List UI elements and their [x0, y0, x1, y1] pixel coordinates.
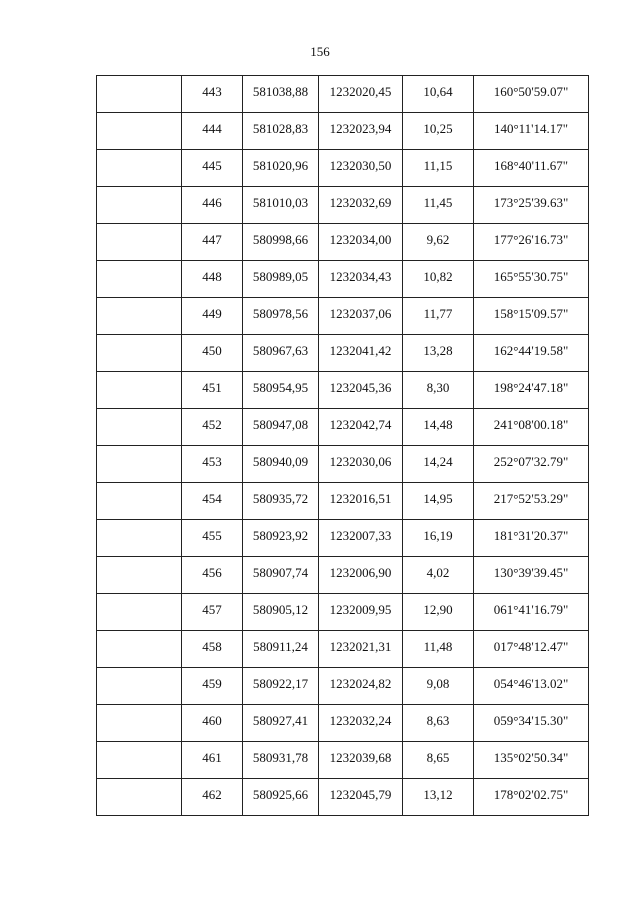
y-coordinate-cell	[319, 298, 403, 335]
x-coordinate-value: 580905,12	[252, 602, 309, 617]
y-coordinate-value: 1232030,06	[329, 454, 392, 469]
segment-length-cell	[403, 779, 474, 816]
y-coordinate-value: 1232009,95	[329, 602, 392, 617]
x-coordinate-cell	[243, 113, 319, 150]
point-number-value: 461	[202, 750, 222, 765]
table-row	[97, 742, 589, 779]
coordinates-table-body	[97, 76, 589, 816]
y-coordinate-cell	[319, 520, 403, 557]
point-number-cell	[182, 76, 243, 113]
point-number-value: 454	[202, 491, 222, 506]
blank-cell	[97, 298, 182, 335]
y-coordinate-cell	[319, 224, 403, 261]
direction-angle-cell	[474, 76, 589, 113]
point-number-cell	[182, 594, 243, 631]
x-coordinate-cell	[243, 335, 319, 372]
segment-length-value: 11,77	[423, 306, 453, 321]
y-coordinate-cell	[319, 742, 403, 779]
y-coordinate-cell	[319, 76, 403, 113]
y-coordinate-cell	[319, 187, 403, 224]
blank-cell	[97, 520, 182, 557]
table-row	[97, 76, 589, 113]
y-coordinate-value: 1232024,82	[329, 676, 392, 691]
y-coordinate-value: 1232045,36	[329, 380, 392, 395]
blank-cell	[97, 557, 182, 594]
segment-length-cell	[403, 409, 474, 446]
blank-cell	[97, 187, 182, 224]
point-number-cell	[182, 483, 243, 520]
x-coordinate-value: 580989,05	[252, 269, 309, 284]
segment-length-cell	[403, 446, 474, 483]
segment-length-cell	[403, 187, 474, 224]
x-coordinate-value: 581038,88	[252, 84, 309, 99]
x-coordinate-cell	[243, 261, 319, 298]
point-number-cell	[182, 631, 243, 668]
x-coordinate-value: 580907,74	[252, 565, 309, 580]
x-coordinate-cell	[243, 298, 319, 335]
x-coordinate-cell	[243, 372, 319, 409]
table-row	[97, 446, 589, 483]
y-coordinate-value: 1232041,42	[329, 343, 392, 358]
blank-cell	[97, 483, 182, 520]
table-row	[97, 557, 589, 594]
direction-angle-value: 059°34'15.30"	[493, 713, 569, 728]
x-coordinate-cell	[243, 446, 319, 483]
segment-length-cell	[403, 335, 474, 372]
x-coordinate-value: 580935,72	[252, 491, 309, 506]
x-coordinate-value: 580954,95	[252, 380, 309, 395]
table-row	[97, 298, 589, 335]
x-coordinate-value: 580998,66	[252, 232, 309, 247]
table-row	[97, 594, 589, 631]
blank-cell	[97, 409, 182, 446]
segment-length-value: 14,95	[423, 491, 453, 506]
table-row	[97, 631, 589, 668]
segment-length-cell	[403, 372, 474, 409]
point-number-value: 459	[202, 676, 222, 691]
y-coordinate-value: 1232030,50	[329, 158, 392, 173]
segment-length-value: 4,02	[426, 565, 450, 580]
point-number-value: 462	[202, 787, 222, 802]
blank-cell	[97, 335, 182, 372]
direction-angle-cell	[474, 150, 589, 187]
table-row	[97, 113, 589, 150]
y-coordinate-cell	[319, 113, 403, 150]
blank-cell	[97, 705, 182, 742]
segment-length-cell	[403, 150, 474, 187]
segment-length-value: 10,82	[423, 269, 453, 284]
x-coordinate-cell	[243, 631, 319, 668]
segment-length-cell	[403, 224, 474, 261]
y-coordinate-value: 1232034,43	[329, 269, 392, 284]
segment-length-value: 12,90	[423, 602, 453, 617]
point-number-value: 451	[202, 380, 222, 395]
x-coordinate-cell	[243, 76, 319, 113]
blank-cell	[97, 261, 182, 298]
blank-cell	[97, 76, 182, 113]
segment-length-value: 10,64	[423, 84, 453, 99]
segment-length-value: 8,30	[426, 380, 450, 395]
x-coordinate-cell	[243, 742, 319, 779]
x-coordinate-value: 580925,66	[252, 787, 309, 802]
table-row	[97, 520, 589, 557]
point-number-cell	[182, 335, 243, 372]
y-coordinate-cell	[319, 705, 403, 742]
x-coordinate-value: 581020,96	[252, 158, 309, 173]
direction-angle-cell	[474, 261, 589, 298]
x-coordinate-cell	[243, 520, 319, 557]
segment-length-cell	[403, 113, 474, 150]
direction-angle-cell	[474, 483, 589, 520]
segment-length-value: 13,12	[423, 787, 453, 802]
x-coordinate-cell	[243, 224, 319, 261]
direction-angle-cell	[474, 187, 589, 224]
segment-length-value: 16,19	[423, 528, 453, 543]
x-coordinate-value: 581010,03	[252, 195, 309, 210]
point-number-value: 452	[202, 417, 222, 432]
x-coordinate-value: 580931,78	[252, 750, 309, 765]
point-number-cell	[182, 150, 243, 187]
point-number-value: 444	[202, 121, 222, 136]
x-coordinate-value: 580922,17	[252, 676, 309, 691]
table-row	[97, 409, 589, 446]
x-coordinate-cell	[243, 483, 319, 520]
table-row	[97, 668, 589, 705]
blank-cell	[97, 742, 182, 779]
y-coordinate-cell	[319, 631, 403, 668]
y-coordinate-value: 1232034,00	[329, 232, 392, 247]
direction-angle-value: 217°52'53.29"	[493, 491, 569, 506]
point-number-cell	[182, 779, 243, 816]
x-coordinate-value: 580967,63	[252, 343, 309, 358]
point-number-cell	[182, 742, 243, 779]
y-coordinate-cell	[319, 483, 403, 520]
direction-angle-cell	[474, 631, 589, 668]
point-number-value: 460	[202, 713, 222, 728]
point-number-cell	[182, 520, 243, 557]
point-number-value: 445	[202, 158, 222, 173]
point-number-cell	[182, 298, 243, 335]
segment-length-value: 9,62	[426, 232, 450, 247]
y-coordinate-cell	[319, 409, 403, 446]
y-coordinate-cell	[319, 372, 403, 409]
y-coordinate-value: 1232042,74	[329, 417, 392, 432]
y-coordinate-cell	[319, 150, 403, 187]
segment-length-cell	[403, 668, 474, 705]
point-number-value: 457	[202, 602, 222, 617]
segment-length-value: 10,25	[423, 121, 453, 136]
x-coordinate-value: 580940,09	[252, 454, 309, 469]
blank-cell	[97, 113, 182, 150]
blank-cell	[97, 594, 182, 631]
segment-length-cell	[403, 76, 474, 113]
point-number-cell	[182, 557, 243, 594]
point-number-value: 455	[202, 528, 222, 543]
point-number-value: 458	[202, 639, 222, 654]
segment-length-value: 13,28	[423, 343, 453, 358]
y-coordinate-value: 1232045,79	[329, 787, 392, 802]
blank-cell	[97, 668, 182, 705]
point-number-value: 447	[202, 232, 222, 247]
page-number: 156	[310, 44, 330, 59]
direction-angle-cell	[474, 224, 589, 261]
segment-length-cell	[403, 520, 474, 557]
direction-angle-value: 252°07'32.79"	[493, 454, 569, 469]
y-coordinate-cell	[319, 261, 403, 298]
blank-cell	[97, 779, 182, 816]
segment-length-value: 11,45	[423, 195, 453, 210]
y-coordinate-value: 1232032,24	[329, 713, 392, 728]
point-number-cell	[182, 113, 243, 150]
point-number-cell	[182, 409, 243, 446]
direction-angle-cell	[474, 520, 589, 557]
blank-cell	[97, 631, 182, 668]
direction-angle-value: 177°26'16.73"	[493, 232, 569, 247]
direction-angle-cell	[474, 779, 589, 816]
table-row	[97, 372, 589, 409]
segment-length-cell	[403, 631, 474, 668]
table-row	[97, 335, 589, 372]
table-row	[97, 187, 589, 224]
blank-cell	[97, 372, 182, 409]
x-coordinate-value: 580923,92	[252, 528, 309, 543]
table-row	[97, 779, 589, 816]
direction-angle-cell	[474, 557, 589, 594]
point-number-cell	[182, 705, 243, 742]
blank-cell	[97, 150, 182, 187]
segment-length-cell	[403, 594, 474, 631]
point-number-cell	[182, 668, 243, 705]
direction-angle-value: 168°40'11.67"	[493, 158, 569, 173]
x-coordinate-cell	[243, 594, 319, 631]
coordinates-table	[96, 75, 589, 816]
x-coordinate-cell	[243, 705, 319, 742]
blank-cell	[97, 224, 182, 261]
y-coordinate-value: 1232039,68	[329, 750, 392, 765]
point-number-value: 456	[202, 565, 222, 580]
direction-angle-value: 165°55'30.75"	[493, 269, 569, 284]
point-number-cell	[182, 446, 243, 483]
x-coordinate-value: 581028,83	[252, 121, 309, 136]
segment-length-value: 11,48	[423, 639, 453, 654]
direction-angle-value: 160°50'59.07"	[493, 84, 569, 99]
segment-length-cell	[403, 742, 474, 779]
x-coordinate-cell	[243, 409, 319, 446]
point-number-value: 450	[202, 343, 222, 358]
segment-length-value: 14,48	[423, 417, 453, 432]
segment-length-cell	[403, 261, 474, 298]
y-coordinate-value: 1232007,33	[329, 528, 392, 543]
segment-length-value: 9,08	[426, 676, 450, 691]
point-number-cell	[182, 372, 243, 409]
x-coordinate-cell	[243, 668, 319, 705]
segment-length-cell	[403, 705, 474, 742]
point-number-value: 443	[202, 84, 222, 99]
y-coordinate-cell	[319, 335, 403, 372]
x-coordinate-value: 580947,08	[252, 417, 309, 432]
y-coordinate-value: 1232016,51	[329, 491, 392, 506]
direction-angle-value: 158°15'09.57"	[493, 306, 569, 321]
point-number-cell	[182, 187, 243, 224]
direction-angle-cell	[474, 298, 589, 335]
point-number-value: 448	[202, 269, 222, 284]
y-coordinate-value: 1232020,45	[329, 84, 392, 99]
x-coordinate-cell	[243, 150, 319, 187]
table-row	[97, 150, 589, 187]
y-coordinate-value: 1232037,06	[329, 306, 392, 321]
segment-length-cell	[403, 557, 474, 594]
direction-angle-value: 162°44'19.58"	[493, 343, 569, 358]
table-row	[97, 705, 589, 742]
segment-length-value: 11,15	[423, 158, 453, 173]
y-coordinate-value: 1232032,69	[329, 195, 392, 210]
direction-angle-value: 241°08'00.18"	[493, 417, 569, 432]
point-number-cell	[182, 261, 243, 298]
segment-length-value: 14,24	[423, 454, 453, 469]
direction-angle-value: 173°25'39.63"	[493, 195, 569, 210]
direction-angle-value: 130°39'39.45"	[493, 565, 569, 580]
x-coordinate-value: 580927,41	[252, 713, 309, 728]
direction-angle-value: 181°31'20.37"	[493, 528, 569, 543]
direction-angle-cell	[474, 668, 589, 705]
segment-length-cell	[403, 298, 474, 335]
point-number-value: 449	[202, 306, 222, 321]
y-coordinate-value: 1232006,90	[329, 565, 392, 580]
direction-angle-cell	[474, 742, 589, 779]
table-row	[97, 261, 589, 298]
x-coordinate-value: 580911,24	[253, 639, 308, 654]
direction-angle-cell	[474, 409, 589, 446]
direction-angle-cell	[474, 113, 589, 150]
blank-cell	[97, 446, 182, 483]
y-coordinate-cell	[319, 779, 403, 816]
point-number-cell	[182, 224, 243, 261]
y-coordinate-value: 1232023,94	[329, 121, 392, 136]
segment-length-value: 8,63	[426, 713, 450, 728]
direction-angle-cell	[474, 705, 589, 742]
direction-angle-cell	[474, 446, 589, 483]
table-row	[97, 224, 589, 261]
direction-angle-value: 140°11'14.17"	[493, 121, 569, 136]
y-coordinate-cell	[319, 446, 403, 483]
y-coordinate-cell	[319, 594, 403, 631]
direction-angle-value: 178°02'02.75"	[493, 787, 569, 802]
direction-angle-cell	[474, 335, 589, 372]
direction-angle-cell	[474, 594, 589, 631]
direction-angle-value: 061°41'16.79"	[493, 602, 569, 617]
x-coordinate-cell	[243, 187, 319, 224]
table-row	[97, 483, 589, 520]
direction-angle-value: 198°24'47.18"	[493, 380, 569, 395]
point-number-value: 453	[202, 454, 222, 469]
x-coordinate-cell	[243, 557, 319, 594]
direction-angle-value: 054°46'13.02"	[493, 676, 569, 691]
segment-length-value: 8,65	[426, 750, 450, 765]
x-coordinate-value: 580978,56	[252, 306, 309, 321]
point-number-value: 446	[202, 195, 222, 210]
y-coordinate-cell	[319, 557, 403, 594]
y-coordinate-cell	[319, 668, 403, 705]
direction-angle-value: 017°48'12.47"	[493, 639, 569, 654]
y-coordinate-value: 1232021,31	[329, 639, 392, 654]
direction-angle-value: 135°02'50.34"	[493, 750, 569, 765]
direction-angle-cell	[474, 372, 589, 409]
segment-length-cell	[403, 483, 474, 520]
x-coordinate-cell	[243, 779, 319, 816]
